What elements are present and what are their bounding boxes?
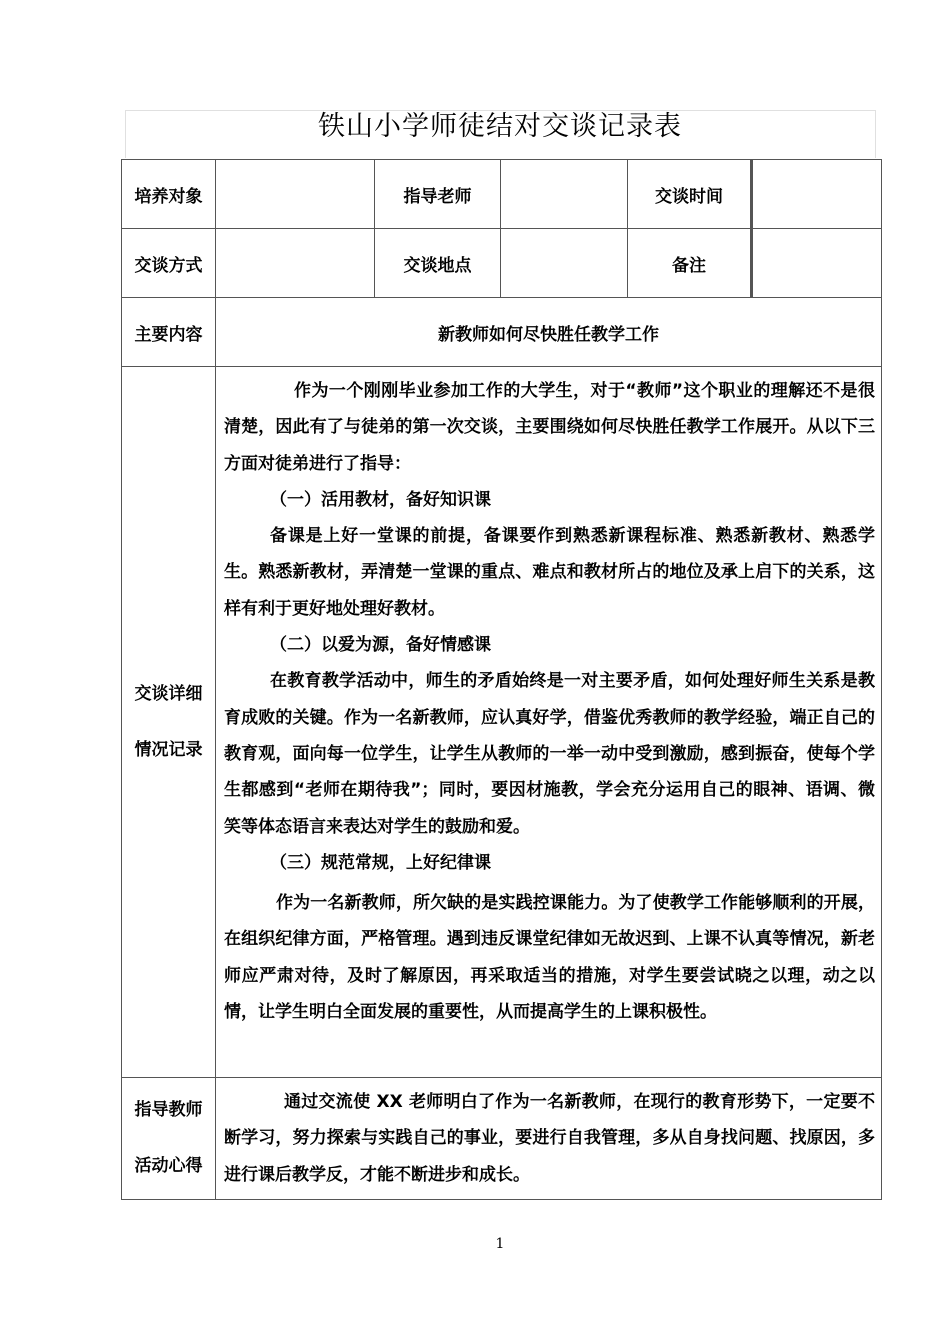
details-heading-3: （三）规范常规，上好纪律课 [270,852,491,873]
page-title: 铁山小学师徒结对交谈记录表 [318,111,682,142]
label-method: 交谈方式 [122,229,216,298]
record-form-table [121,159,882,1200]
form-row-details [122,367,882,1078]
label-trainee: 培养对象 [122,160,216,229]
method-field[interactable] [216,229,375,298]
label-note: 备注 [628,229,752,298]
label-details-line2: 情况记录 [134,740,203,760]
details-paragraph-1: 备课是上好一堂课的前提，备课要作到熟悉新课程标准、熟悉新教材、熟悉学生。熟悉新教材，弄清楚一堂课的重点、难点和教材所占的地位及承上启下的关系，这样有利于更好地处理好教材。 [224,526,875,619]
label-details-line1: 交谈详细 [134,684,203,704]
content-field[interactable]: 新教师如何尽快胜任教学工作 [216,298,882,367]
details-intro: 作为一个刚刚毕业参加工作的大学生，对于“教师”这个职业的理解还不是很清楚，因此有了与徒弟的第一次交谈，主要围绕如何尽快胜任教学工作展开。从以下三方面对徒弟进行了指导： [224,381,875,474]
label-time: 交谈时间 [628,160,752,229]
form-row-reflection [122,1078,882,1200]
label-details [122,367,216,1078]
label-place: 交谈地点 [375,229,501,298]
trainee-field[interactable] [216,160,375,229]
details-paragraph-3: 作为一名新教师，所欠缺的是实践控课能力。为了使教学工作能够顺利的开展，在组织纪律方面，严格管理。遇到违反课堂纪律如无故迟到、上课不认真等情况，新老师应严肃对待，及时了解原因，再采取适当的措施，对学生要尝试晓之以理，动之以情，让学生明白全面发展的重要性，从而提高学生的上课积极性。 [224,893,875,1023]
label-reflection-line2: 活动心得 [134,1156,203,1177]
details-heading-2: （二）以爱为源，备好情感课 [270,635,491,656]
form-row-method [122,229,882,298]
details-paragraph-2: 在教育教学活动中，师生的矛盾始终是一对主要矛盾，如何处理好师生关系是教育成败的关键。作为一名新教师，应认真好学，借鉴优秀教师的教学经验，端正自己的教育观，面向每一位学生，让学生从教师的一举一动中受到激励，感到振奋，使每个学生都感到“老师在期待我”；同时，要因材施教，学会充分运用自己的眼神、语调、微笑等体态语言来表达对学生的鼓励和爱。 [224,671,875,837]
label-reflection [122,1078,216,1200]
mentor-field[interactable] [501,160,628,229]
label-reflection-line1: 指导教师 [134,1100,203,1121]
form-row-basic [122,160,882,229]
note-field[interactable] [752,229,882,298]
details-field[interactable] [216,367,882,1078]
details-heading-1: （一）活用教材，备好知识课 [270,489,491,510]
page-number: 1 [495,1236,505,1252]
label-content: 主要内容 [122,298,216,367]
label-mentor: 指导老师 [375,160,501,229]
form-row-content [122,298,882,367]
time-field[interactable] [752,160,882,229]
reflection-field[interactable] [216,1078,882,1200]
place-field[interactable] [501,229,628,298]
reflection-text: 通过交流使 XX 老师明白了作为一名新教师，在现行的教育形势下，一定要不断学习，努力探索与实践自己的事业，要进行自我管理，多从自身找问题、找原因，多进行课后教学反，才能不断进步和成长。 [224,1092,875,1185]
